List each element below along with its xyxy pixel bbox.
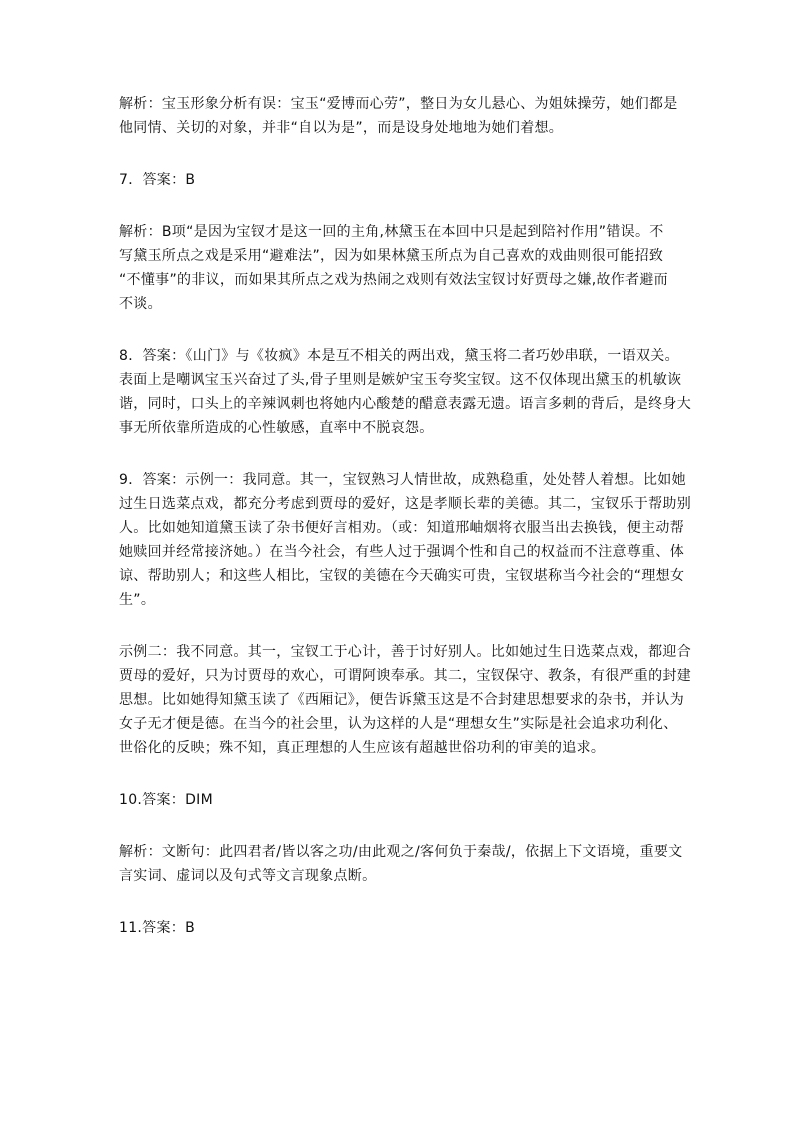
text-line: 过生日选菜点戏，都充分考虑到贾母的爱好，这是孝顺长辈的美德。其二，宝钗乐于帮助别: [119, 496, 691, 512]
text-line: 思想。比如她得知黛玉读了《西厢记》，便告诉黛玉这是不合封建思想要求的杂书，并认为: [119, 692, 684, 708]
text-line: 事无所依靠所造成的心性敏感，直率中不脱哀怨。: [119, 420, 434, 436]
paragraph-analysis-10: [119, 840, 683, 888]
text-line: 言实词、虚词以及句式等文言现象点断。: [119, 868, 377, 884]
text-line: 8．答案：《山门》与《妆疯》本是互不相关的两出戏，黛玉将二者巧妙串联，一语双关。: [119, 348, 679, 364]
text-line: 10.答案：DIM: [119, 792, 213, 808]
text-line: 他同情、关切的对象，并非“自以为是”，而是设身处地地为她们着想。: [119, 120, 564, 136]
text-line: 生”。: [119, 592, 156, 608]
paragraph-answer-8: [119, 344, 691, 440]
text-line: “不懂事”的非议，而如果其所点之戏为热闹之戏则有效法宝钗讨好贾母之嫌,故作者避而: [119, 272, 668, 288]
text-line: 她赎回并经常接济她。）在当今社会，有些人过于强调个性和自己的权益而不注意尊重、体: [119, 544, 684, 560]
text-line: 写黛玉所点之戏是采用“避难法”，因为如果林黛玉所点为自己喜欢的戏曲则很可能招致: [119, 248, 664, 264]
text-line: 解析：文断句：此四君者/皆以客之功/由此观之/客何负于秦哉/，依据上下文语境，重要文: [119, 844, 683, 860]
text-line: 表面上是嘲讽宝玉兴奋过了头,骨子里则是嫉妒宝玉夸奖宝钗。这不仅体现出黛玉的机敏诙: [119, 372, 682, 388]
text-line: 7．答案：B: [119, 172, 196, 188]
text-line: 世俗化的反映；殊不知，真正理想的人生应该有超越世俗功利的审美的追求。: [119, 740, 606, 756]
paragraph-analysis-7: [119, 220, 679, 316]
paragraph-answer-9-example-2: [119, 640, 691, 760]
text-line: 谐，同时，口头上的辛辣讽刺也将她内心酸楚的醋意表露无遗。语言多刺的背后，是终身大: [119, 396, 691, 412]
text-line: 不谈。: [119, 296, 162, 312]
text-line: 谅、帮助别人；和这些人相比，宝钗的美德在今天确实可贵，宝钗堪称当今社会的“理想女: [119, 568, 685, 584]
text-line: 人。比如她知道黛玉读了杂书便好言相劝。（或：知道邢岫烟将衣服当出去换钱，便主动帮: [119, 520, 684, 536]
text-line: 解析：B项“是因为宝钗才是这一回的主角,林黛玉在本回中只是起到陪衬作用”错误。不: [119, 224, 664, 240]
text-line: 贾母的爱好，只为讨贾母的欢心，可谓阿谀奉承。其二，宝钗保守、教条，有很严重的封建: [119, 668, 691, 684]
answer-document: [119, 92, 691, 968]
paragraph-analysis-6: [119, 92, 679, 140]
paragraph-answer-10: [119, 788, 679, 812]
text-line: 9．答案：示例一：我同意。其一，宝钗熟习人情世故，成熟稳重，处处替人着想。比如她: [119, 472, 686, 488]
paragraph-answer-9-example-1: [119, 468, 691, 612]
text-line: 解析：宝玉形象分析有误：宝玉“爱博而心劳”，整日为女儿悬心、为姐妹操劳，她们都是: [119, 96, 678, 112]
paragraph-answer-7: [119, 168, 679, 192]
text-line: 11.答案：B: [119, 920, 195, 936]
text-line: 女子无才便是德。在当今的社会里，认为这样的人是“理想女生”实际是社会追求功利化、: [119, 716, 678, 732]
text-line: 示例二：我不同意。其一，宝钗工于心计，善于讨好别人。比如她过生日选菜点戏，都迎合: [119, 644, 691, 660]
paragraph-answer-11: [119, 916, 679, 940]
